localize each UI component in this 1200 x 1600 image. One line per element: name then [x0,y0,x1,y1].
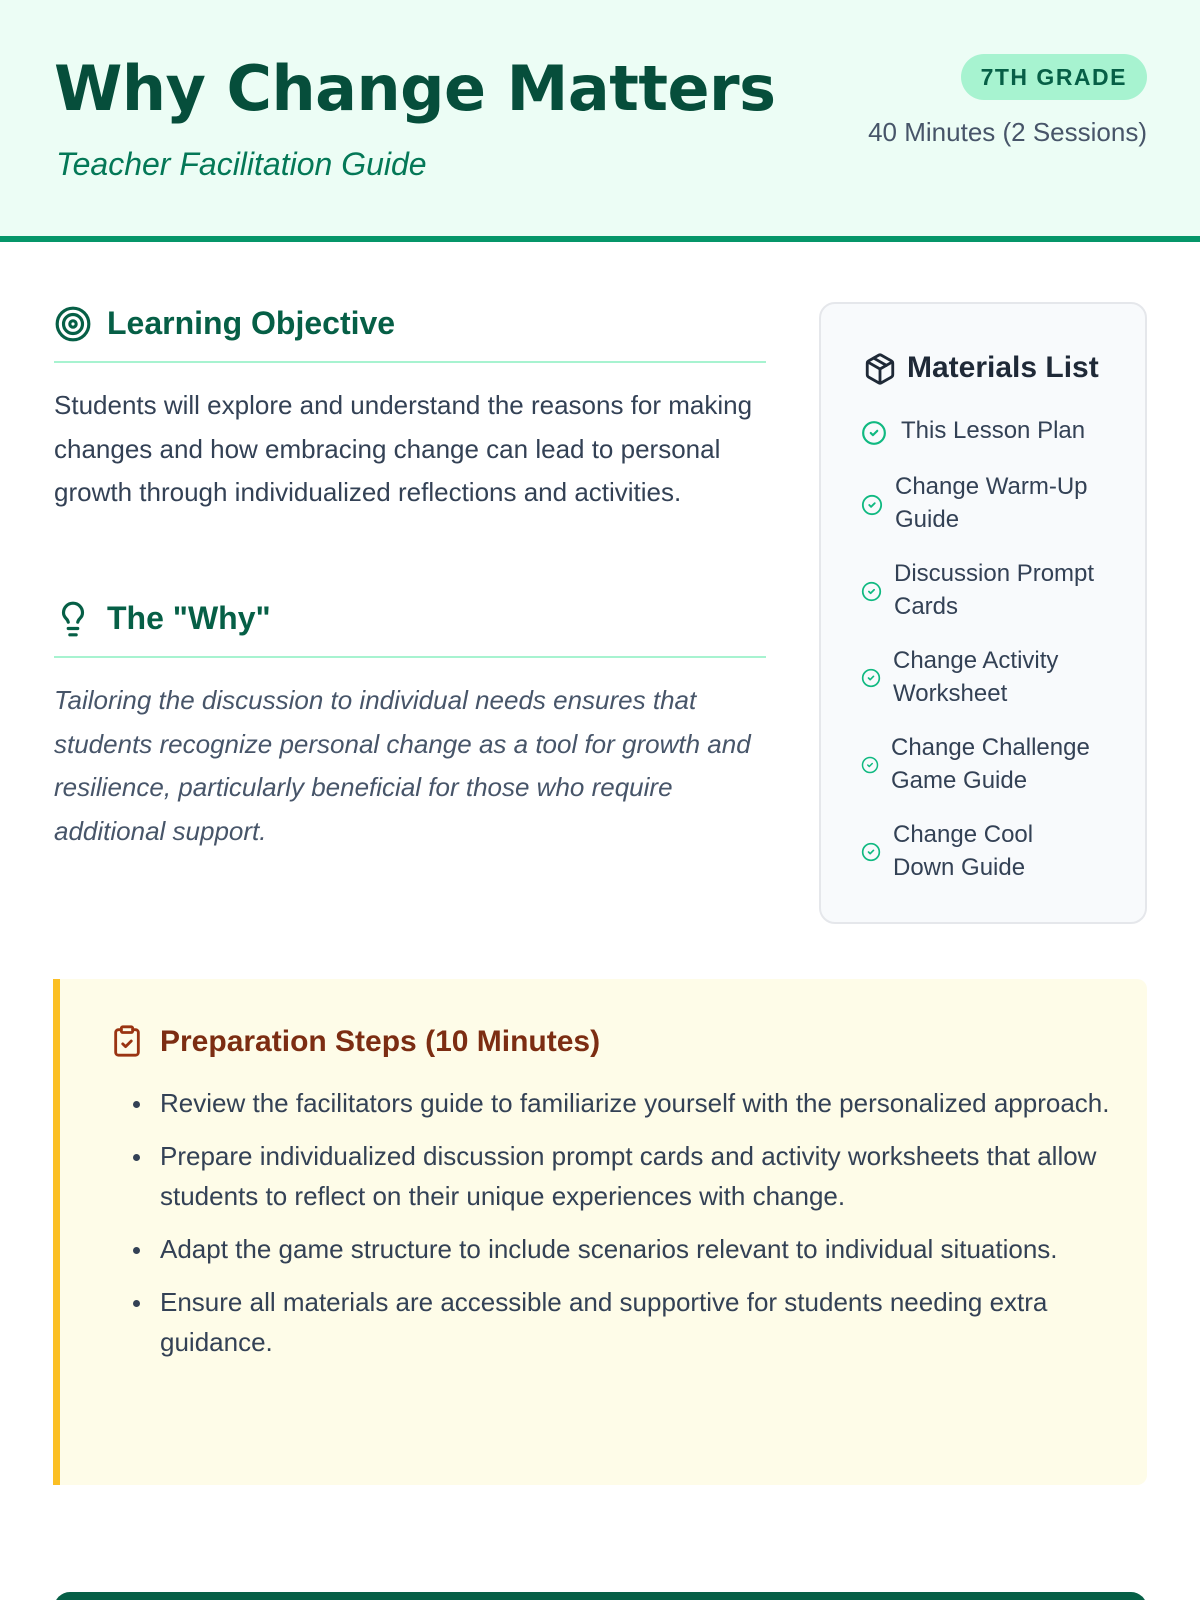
material-item-label: Change Cool Down Guide [893,821,1034,881]
preparation-steps-list [160,1083,1140,1375]
check-circle-icon [861,668,881,688]
page-header [0,0,1200,242]
lightbulb-icon [54,600,92,638]
check-circle-icon [861,581,882,602]
why-text: Tailoring the discussion to individual needs ensures that students recognize personal change as a tool for growth and resilience, particularly beneficial for those who require additional support. [54,685,751,846]
check-circle-icon [861,756,879,774]
learning-objective-text: Students will explore and understand the reasons for making changes and how embracing change can lead to personal growth through individualized reflections and activities. [54,390,753,507]
check-circle-icon [861,494,883,516]
materials-title: Materials List [907,351,1099,384]
target-icon [54,305,92,343]
list-item: Adapt the game structure to include scenarios relevant to individual situations. [160,1229,1140,1269]
why-title: The "Why" [107,600,271,636]
preparation-steps-title: Preparation Steps (10 Minutes) [160,1025,601,1058]
learning-objective-title: Learning Objective [107,305,396,341]
materials-card [819,302,1147,924]
page-subtitle: Teacher Facilitation Guide [56,146,427,182]
check-circle-icon [861,842,881,862]
grade-badge: 7TH GRADE [961,54,1147,100]
list-item: Prepare individualized discussion prompt cards and activity worksheets that allow students to reflect on their unique experiences with change. [160,1136,1140,1216]
why-heading [54,598,766,658]
material-item-label: Change Warm-Up Guide [895,473,1088,533]
page-title: Why Change Matters [54,52,776,125]
material-item-label: Change Challenge Game Guide [891,734,1090,794]
list-item: Review the facilitators guide to familiarize yourself with the personalized approach. [160,1083,1140,1123]
list-item: Ensure all materials are accessible and supportive for students needing extra guidance. [160,1282,1140,1362]
clipboard-check-icon [110,1022,144,1060]
learning-objective-heading [54,303,766,363]
duration-label: 40 Minutes (2 Sessions) [868,117,1147,147]
next-section-bar [54,1592,1147,1600]
package-icon [863,352,897,386]
check-circle-icon [861,420,887,446]
material-item-label: This Lesson Plan [901,417,1086,444]
material-item-label: Discussion Prompt Cards [894,560,1095,620]
preparation-steps-card [53,979,1147,1485]
material-item-label: Change Activity Worksheet [893,647,1059,707]
